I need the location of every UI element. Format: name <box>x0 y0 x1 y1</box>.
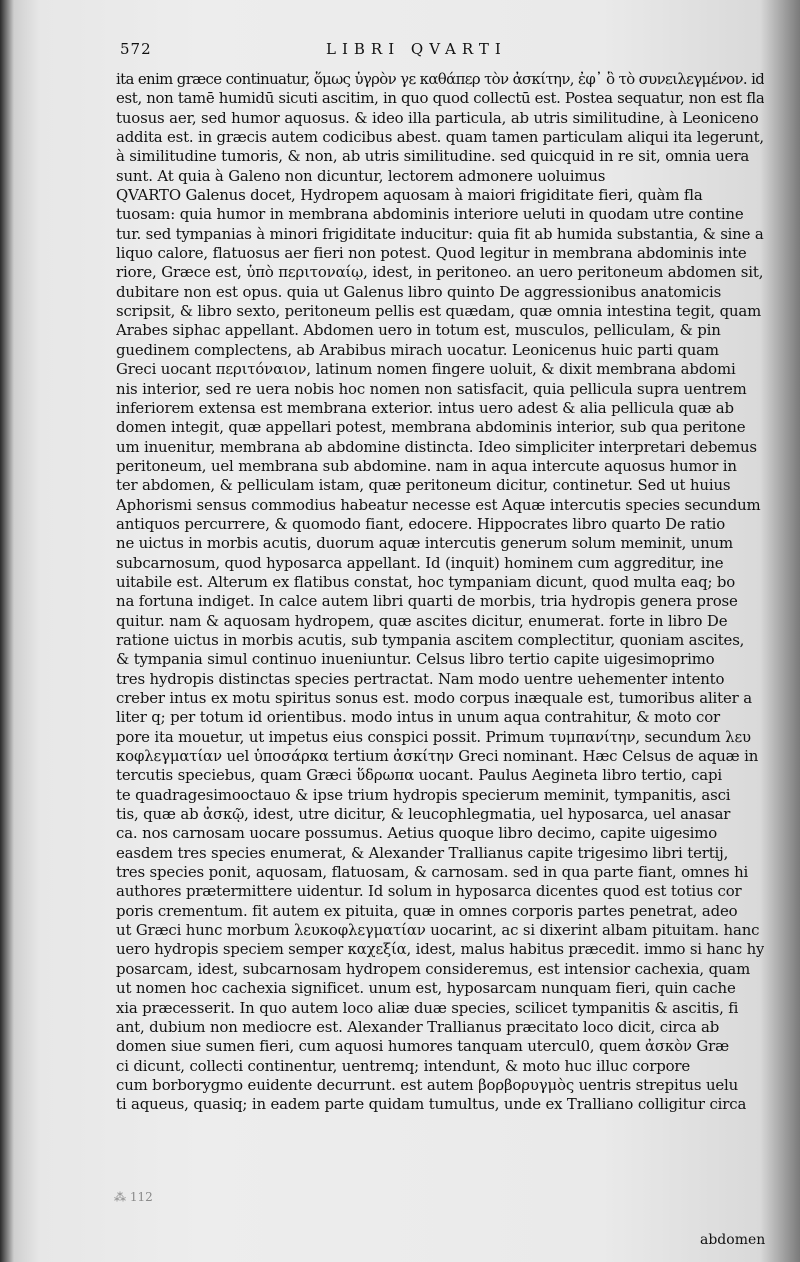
text-line: ti aqueus, quasiq; in eadem parte quidam tumultus, unde ex Trallianо colligitur circa <box>116 1095 747 1114</box>
text-line: Arabes siphac appellant. Abdomen uero in totum est, musculos, pelliculam, & pin <box>116 321 721 340</box>
text-line: poris crementum. fit autem ex pituita, quæ in omnes corporis partes penetrat, adeo <box>116 901 738 920</box>
text-line: ratione uictus in morbis acutis, sub tympania ascitem complectitur, quoniam ascites, <box>116 630 745 649</box>
text-line: tres species ponit, aquosam, flatuosam, & carnosam. sed in qua parte fiant, omnes hi <box>116 863 749 882</box>
text-line: scripsit, & libro sexto, peritoneum pellis est quædam, quæ omnia intestina tegit, quam <box>116 302 762 321</box>
page-number: 572 <box>120 40 152 58</box>
text-line: um inuenitur, membrana ab abdomine distincta. Ideo simpliciter interpretari debemus <box>116 437 757 456</box>
text-line: peritoneum, uel membrana sub abdomine. nam in aqua intercute aquosus humor in <box>116 456 737 475</box>
text-line: addita est. in græcis autem codicibus abest. quam tamen particulam aliqui ita legerunt, <box>116 128 764 147</box>
text-line: uitabile est. Alterum ex flatibus constat, hoc tympaniam dicunt, quod multa eaq; bo <box>116 572 736 591</box>
text-line: κοφλεγματίαν uel ὑποσάρκα tertium ἀσκίτην Greci nominant. Hæc Celsus de aquæ in <box>116 747 759 766</box>
text-line: riore, Græce est, ὑπὸ περιτοναίῳ, idest, in peritoneo. an uero peritoneum abdomen sit, <box>116 263 764 282</box>
text-line: inferiorem extensa est membrana exterior. intus uero adest & alia pellicula quæ ab <box>116 398 734 417</box>
text-line: domen integit, quæ appellari potest, membrana abdominis interior, sub qua peritone <box>116 418 746 437</box>
text-line: ita enim græce continuatur, ὅμως ὑγρὸν γε καθάπερ τὸν ἀσκίτην, ἐφ᾽ ὃ τὸ συνειλεγμένον. id <box>116 70 764 88</box>
text-line: ter abdomen, & pelliculam istam, quæ peritoneum dicitur, continetur. Sed ut huius <box>116 476 731 495</box>
text-line: Aphorismi sensus commodius habeatur necesse est Aquæ intercutis species secundum <box>116 495 761 514</box>
text-line: tercutis speciebus, quam Græci ὕδρωπα uocant. Paulus Aegineta libro tertio, capi <box>116 766 722 785</box>
text-line: guedinem complectens, ab Arabibus mirach uocatur. Leonicenus huic parti quam <box>116 340 719 359</box>
text-line: creber intus ex motu spiritus sonus est. modo corpus inæquale est, tumoribus aliter a <box>116 689 752 707</box>
text-line: & tympania simul continuo inueniuntur. Celsus libro tertio capite uigesimoprimo <box>116 650 715 669</box>
text-line: nis interior, sed re uera nobis hoc nomen non satisfacit, quia pellicula supra uentrem <box>116 379 747 398</box>
text-line: posarcam, idest, subcarnosam hydropem consideremus, est intensior cachexia, quam <box>116 959 751 978</box>
text-line: sunt. At quia à Galeno non dicuntur, lectorem admonere uoluimus <box>116 166 606 185</box>
text-line: ut Græci hunc morbum λευκοφλεγματίαν uocarint, ac si dixerint albam pituitam. hanc <box>116 921 760 940</box>
text-line: dubitare non est opus. quia ut Galenus libro quinto De aggressionibus anatomicis <box>116 282 722 301</box>
text-line: uero hydropis speciem semper καχεξία, idest, malus habitus præcedit. immo si hanc hy <box>116 940 764 959</box>
text-line: liter q; per totum id orientibus. modo intus in unum aqua contrahitur, & moto cor <box>116 708 720 727</box>
catchword: abdomen <box>700 1232 766 1248</box>
text-line: quitur. nam & aquosam hydropem, quæ ascites dicitur, enumerat. forte in libro De <box>116 611 728 630</box>
text-line: antiquos percurrere, & quomodo fiant, edocere. Hippocrates libro quarto De ratio <box>116 514 726 533</box>
text-line: tres hydropis distinctas species pertractat. Nam modo uentre uehementer intento <box>116 669 725 688</box>
text-line: te quadragesimooctauo & ipse trium hydropis specierum meminit, tympanitis, asci <box>116 785 731 804</box>
text-line: ci dicunt, collecti continentur, uentremq; intendunt, & moto huc illuc corpore <box>116 1056 691 1075</box>
text-line: ne uictus in morbis acutis, duorum aquæ intercutis generum solum meminit, unum <box>116 534 734 553</box>
text-line: authores prætermittere uidentur. Id solum in hyposarca dicentes quod est totius cor <box>116 882 742 901</box>
text-line: cum borborygmo euidente decurrunt. est autem βορβορυγμὸς uentris strepitus uelu <box>116 1075 739 1094</box>
text-line: na fortuna indiget. In calce autem libri quarti de morbis, tria hydropis genera prose <box>116 592 738 611</box>
text-line: ut nomen hoc cachexia significet. unum est, hyposarcam nunquam fieri, quin cache <box>116 979 736 998</box>
text-line: pore ita mouetur, ut impetus eius conspici possit. Primum τυμπανίτην, secundum λευ <box>116 727 751 746</box>
text-line: tuosus aer, sed humor aquosus. & ideo illa particula, ab utris similitudine, à Leoniceno <box>116 108 759 127</box>
text-line: liquo calore, flatuosus aer fieri non potest. Quod legitur in membrana abdominis inte <box>116 244 747 263</box>
text-line: ant, dubium non mediocre est. Alexander Trallianus præcitato loco dicit, circa ab <box>116 1017 720 1036</box>
text-line: est, non tamē humidū sicuti ascitim, in quo quod collectū est. Postea sequatur, non est fla <box>116 89 764 108</box>
signature-mark: ⁂ 112 <box>114 1190 153 1204</box>
page-header <box>120 40 760 62</box>
text-line: domen siue sumen fieri, cum aquosi humores tanquam utercul0, quem ἀσκὸν Græ <box>116 1037 729 1056</box>
text-line: à similitudine tumoris, & non, ab utris similitudine. sed quicquid in re sit, omnia uera <box>116 147 750 166</box>
body-text <box>116 70 764 1115</box>
text-line: subcarnosum, quod hyposarca appellant. Id (inquit) hominem cum aggreditur, ine <box>116 553 724 572</box>
text-line: easdem tres species enumerat, & Alexander Trallianus capite trigesimo libri tertij, <box>116 843 729 862</box>
text-line: tis, quæ ab ἀσκῷ, idest, utre dicitur, & leucophlegmatia, uel hyposarca, uel anasar <box>116 805 731 824</box>
text-line: tur. sed tympanias à minori frigiditate inducitur: quia fit ab humida substantia, & sine a <box>116 224 764 243</box>
text-line: QVARTO Galenus docet, Hydropem aquosam à maiori frigiditate fieri, quàm fla <box>116 186 703 205</box>
running-head: LIBRI QVARTI <box>326 40 507 58</box>
text-line: tuosam: quia humor in membrana abdominis interiore ueluti in quodam utre contine <box>116 205 744 224</box>
text-line: ca. nos carnosam uocare possumus. Aetius quoque libro decimo, capite uigesimo <box>116 824 718 843</box>
text-line: Greci uocant περιτόναιον, latinum nomen fingere uoluit, & dixit membrana abdomi <box>116 360 736 379</box>
text-line: xia præcesserit. In quo autem loco aliæ duæ species, scilicet tympanitis & ascitis, fi <box>116 998 739 1017</box>
